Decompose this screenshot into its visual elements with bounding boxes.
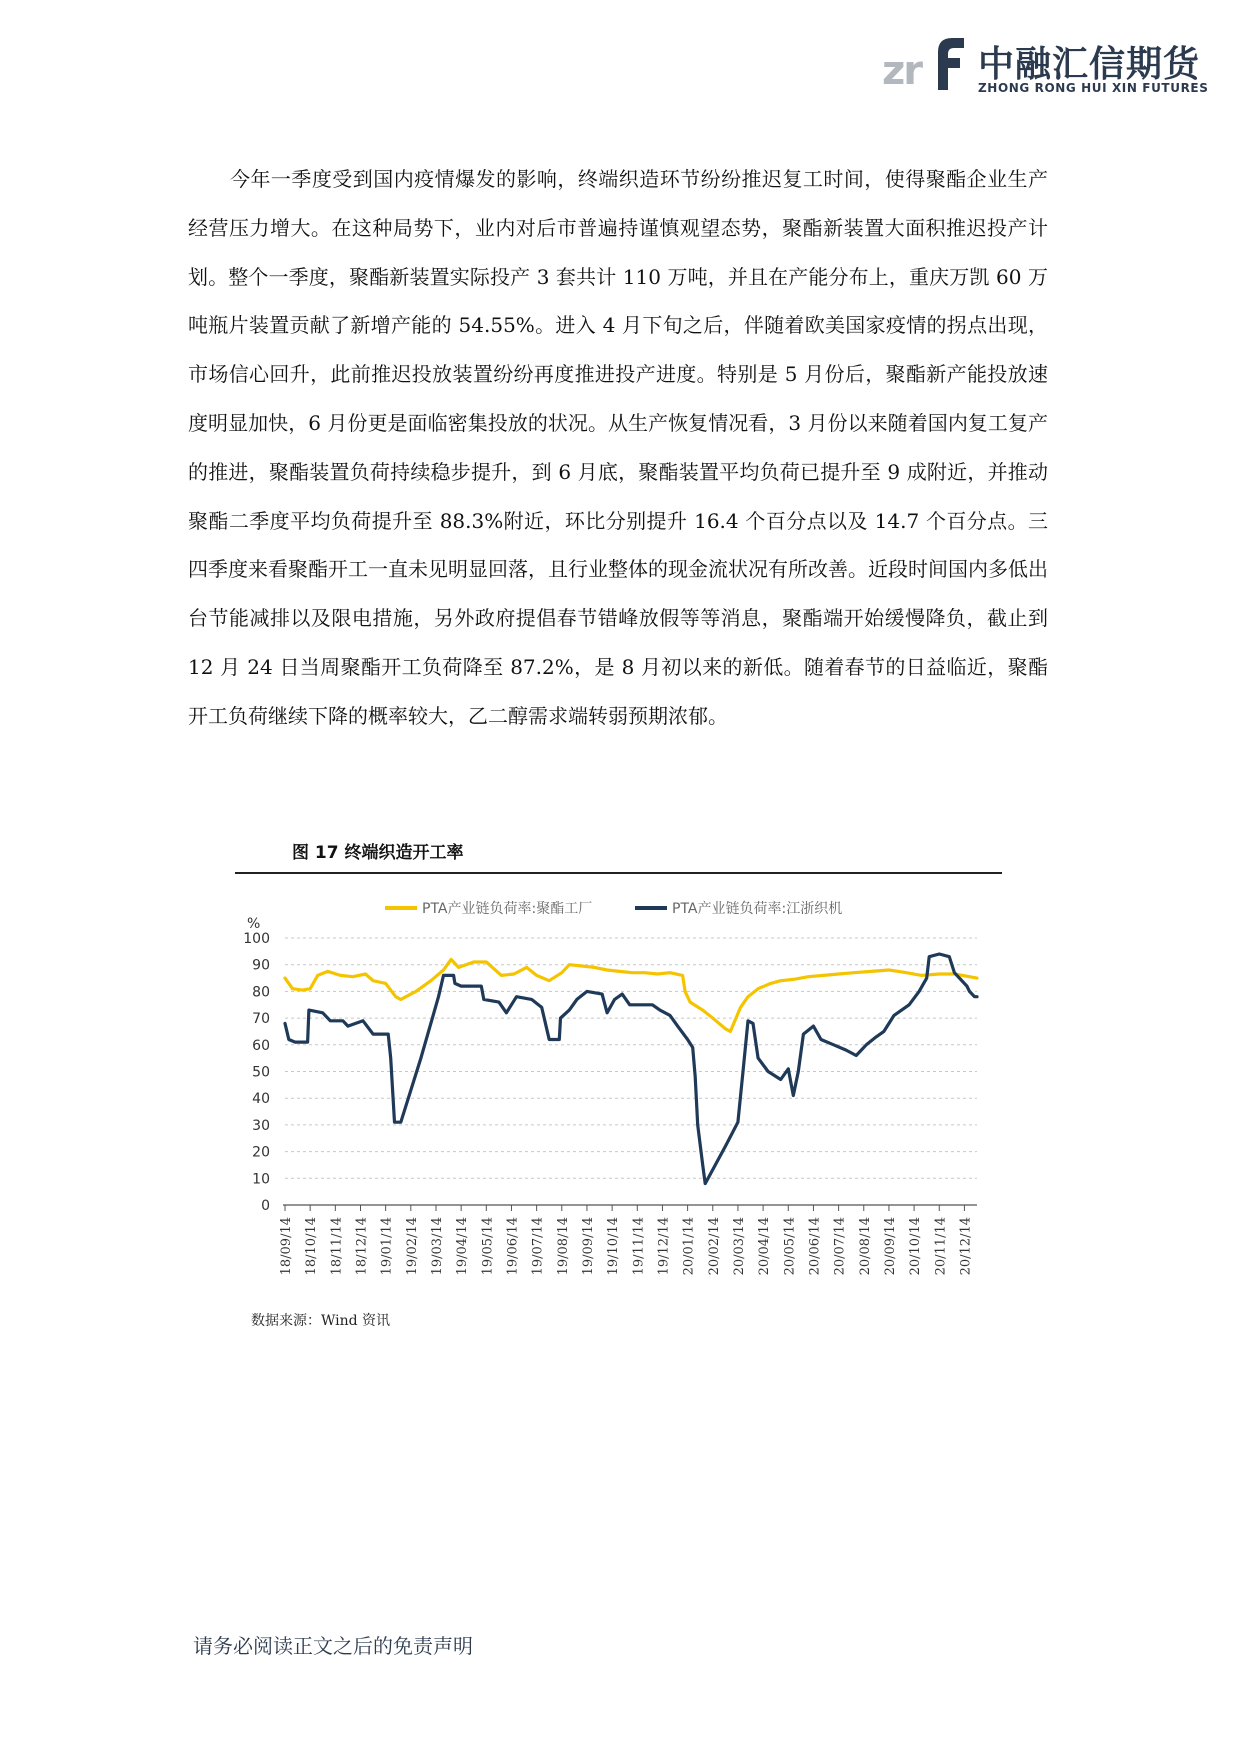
legend-label-1: PTA产业链负荷率:聚酯工厂 xyxy=(422,901,593,917)
x-tick-label: 20/07/14 xyxy=(832,1217,848,1276)
x-tick-label: 20/02/14 xyxy=(706,1217,722,1276)
logo-chinese-name: 中融汇信期货 xyxy=(978,44,1201,85)
x-tick-label: 19/09/14 xyxy=(580,1217,596,1276)
y-tick-label: 30 xyxy=(252,1117,270,1134)
y-tick-label: 10 xyxy=(252,1171,270,1188)
y-tick-label: 80 xyxy=(252,984,270,1001)
x-tick-label: 19/06/14 xyxy=(505,1217,521,1276)
x-tick-label: 18/11/14 xyxy=(329,1217,345,1276)
x-tick-label: 19/01/14 xyxy=(379,1217,395,1276)
x-tick-label: 20/01/14 xyxy=(681,1217,697,1276)
x-tick-label: 19/11/14 xyxy=(631,1217,647,1276)
x-tick-label: 18/09/14 xyxy=(279,1217,294,1276)
body-text xyxy=(188,155,1048,741)
x-tick-label: 18/10/14 xyxy=(304,1217,320,1276)
chart-series xyxy=(285,954,977,1184)
x-tick-label: 19/04/14 xyxy=(455,1217,471,1276)
company-logo xyxy=(880,30,1209,100)
x-tick-label: 19/05/14 xyxy=(480,1217,496,1276)
y-tick-label: 0 xyxy=(261,1198,270,1214)
series-line-1 xyxy=(285,959,977,1031)
x-tick-label: 20/09/14 xyxy=(882,1217,898,1276)
x-tick-label: 20/12/14 xyxy=(958,1217,974,1276)
y-tick-label: 40 xyxy=(252,1091,270,1108)
x-tick-label: 20/06/14 xyxy=(807,1217,823,1276)
figure-title-rule xyxy=(235,872,1002,874)
y-tick-label: 100 xyxy=(243,931,270,947)
body-paragraph: 今年一季度受到国内疫情爆发的影响，终端织造环节纷纷推迟复工时间，使得聚酯企业生产经营压力增大。在这种局势下，业内对后市普遍持谨慎观望态势，聚酯新装置大面积推迟投产计划。整个一季度，聚酯新装置实际投产 3 套共计 110 万吨，并且在产能分布上，重庆万凯 60 万吨瓶片装置贡献了新增产能的 54.55%。进入 4 月下旬之后，伴随着欧美国家疫情的拐点出现，市场信心回升，此前推迟投放装置纷纷再度推进投产进度。特别是 5 月份后，聚酯新产能投放速度明显加快，6 月份更是面临密集投放的状况。从生产恢复情况看，3 月份以来随着国内复工复产的推进，聚酯装置负荷持续稳步提升，到 6 月底，聚酯装置平均负荷已提升至 9 成附近，并推动聚酯二季度平均负荷提升至 88.3%附近，环比分别提升 16.4 个百分点以及 14.7 个百分点。三四季度来看聚酯开工一直未见明显回落，且行业整体的现金流状况有所改善。近段时间国内多低出台节能减排以及限电措施，另外政府提倡春节错峰放假等等消息，聚酯端开始缓慢降负，截止到 12 月 24 日当周聚酯开工负荷降至 87.2%，是 8 月初以来的新低。随着春节的日益临近，聚酯开工负荷继续下降的概率较大，乙二醇需求端转弱预期浓郁。 xyxy=(188,167,1048,728)
y-tick-label: 60 xyxy=(252,1037,270,1054)
chart-legend xyxy=(385,900,842,917)
x-tick-label: 19/03/14 xyxy=(429,1217,445,1276)
legend-label-2: PTA产业链负荷率:江浙织机 xyxy=(672,901,843,917)
x-tick-label: 18/12/14 xyxy=(354,1217,370,1276)
y-tick-label: 20 xyxy=(252,1144,270,1161)
x-tick-label: 19/10/14 xyxy=(606,1217,622,1276)
x-tick-label: 20/04/14 xyxy=(757,1217,773,1276)
y-tick-label: 50 xyxy=(252,1064,270,1081)
footer-disclaimer: 请务必阅读正文之后的免责声明 xyxy=(193,1634,473,1658)
x-tick-label: 19/07/14 xyxy=(530,1217,546,1276)
figure-title: 图 17 终端织造开工率 xyxy=(292,843,464,863)
y-axis-unit: % xyxy=(247,916,261,932)
chart-x-axis xyxy=(279,1205,977,1275)
x-tick-label: 20/10/14 xyxy=(908,1217,924,1276)
svg-text:zr: zr xyxy=(882,48,922,94)
line-chart xyxy=(235,880,1002,1300)
x-tick-label: 19/08/14 xyxy=(555,1217,571,1276)
figure-source: 数据来源：Wind 资讯 xyxy=(251,1313,391,1329)
zrf-logo-icon xyxy=(880,30,970,94)
y-tick-label: 90 xyxy=(252,957,270,974)
x-tick-label: 20/11/14 xyxy=(933,1217,949,1276)
x-tick-label: 20/03/14 xyxy=(731,1217,747,1276)
x-tick-label: 19/02/14 xyxy=(404,1217,420,1276)
x-tick-label: 19/12/14 xyxy=(656,1217,672,1276)
chart-y-axis xyxy=(243,916,270,1214)
logo-english-name: ZHONG RONG HUI XIN FUTURES xyxy=(978,81,1209,95)
y-tick-label: 70 xyxy=(252,1011,270,1028)
x-tick-label: 20/08/14 xyxy=(857,1217,873,1276)
x-tick-label: 20/05/14 xyxy=(782,1217,798,1276)
